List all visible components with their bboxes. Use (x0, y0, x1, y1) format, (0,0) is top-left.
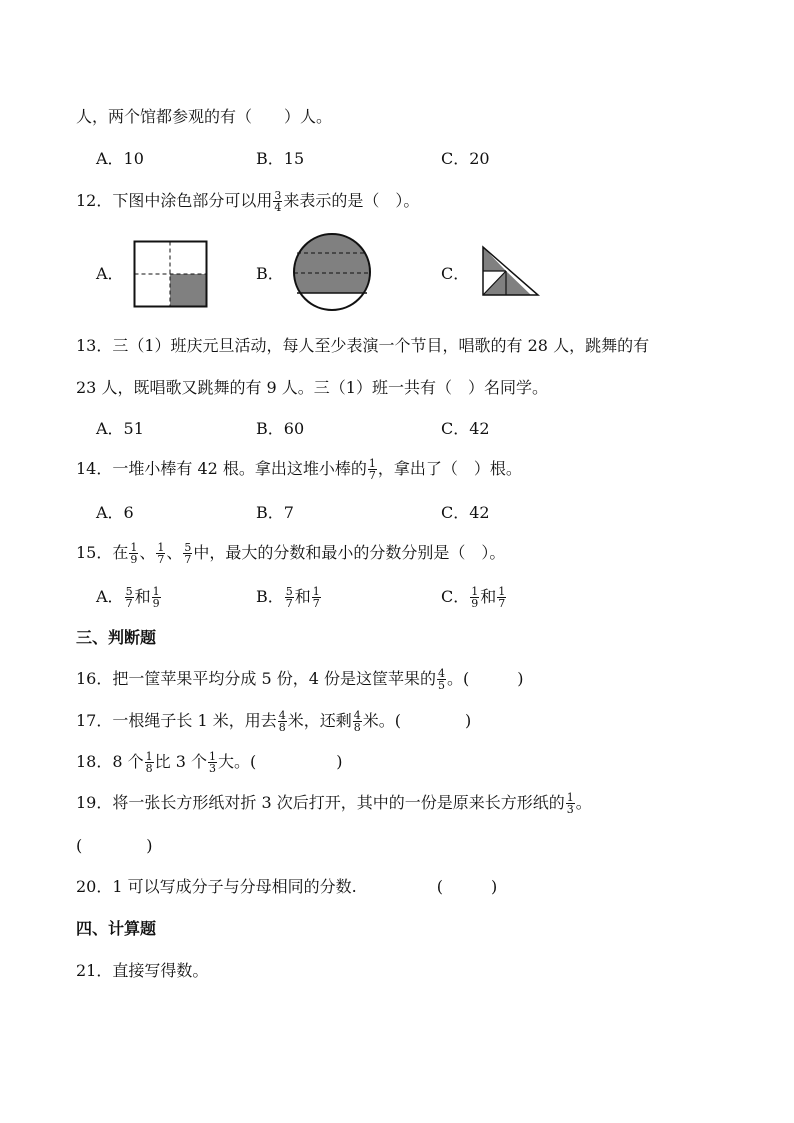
q18-statement: 18．8 个 $\frac{1}{8}$ 比 3 个 $\frac{1}{3}$ 大。( ) (76, 750, 343, 775)
q15-option-b: B． $\frac{5}{7}$ 和 $\frac{1}{7}$ (256, 585, 320, 610)
q13-line-2: 23 人，既唱歌又跳舞的有 9 人。三（1）班一共有（ ）名同学。 (76, 378, 548, 397)
q15-option-c: C． $\frac{1}{9}$ 和 $\frac{1}{7}$ (441, 585, 506, 610)
q11-option-a: A．10 (96, 149, 144, 168)
fraction: $\frac{3}{4}$ (274, 189, 282, 214)
q11-continuation: 人，两个馆都参观的有（ ）人。 (76, 107, 333, 126)
q17-statement: 17．一根绳子长 1 米，用去 $\frac{4}{8}$ 米，还剩 $\frac{4}{8}$ 米。( ) (76, 709, 472, 734)
q13-option-a: A．51 (96, 419, 144, 438)
q12-triangle-figure (480, 244, 542, 298)
q12-option-c-label: C． (441, 264, 470, 283)
q14-question: 14．一堆小棒有 42 根。拿出这堆小棒的 $\frac{1}{7}$ ，拿出了（ ）根。 (76, 457, 522, 482)
q11-option-c: C．20 (441, 149, 490, 168)
q13-option-c: C．42 (441, 419, 490, 438)
q13-option-b: B．60 (256, 419, 305, 438)
section-heading-judgment: 三、判断题 (76, 628, 157, 647)
q12-square-figure (133, 240, 209, 308)
fraction: $\frac{1}{7}$ (368, 457, 376, 482)
q19-statement: 19．将一张长方形纸对折 3 次后打开，其中的一份是原来长方形纸的 $\frac{1}{3}$ 。 (76, 791, 592, 816)
q14-option-c: C．42 (441, 503, 490, 522)
q14-option-b: B．7 (256, 503, 294, 522)
q13-line-1: 13．三（1）班庆元旦活动，每人至少表演一个节目，唱歌的有 28 人，跳舞的有 (76, 336, 650, 355)
q12-circle-figure (291, 232, 375, 312)
q16-statement: 16．把一筐苹果平均分成 5 份，4 份是这筐苹果的 $\frac{4}{5}$ 。( ) (76, 667, 524, 692)
q21-question: 21．直接写得数。 (76, 961, 209, 980)
fraction: $\frac{5}{7}$ (184, 541, 192, 566)
q14-option-a: A．6 (96, 503, 134, 522)
q19-answer-blank: ( ) (76, 836, 153, 855)
fraction: $\frac{1}{7}$ (157, 541, 165, 566)
q15-option-a: A． $\frac{5}{7}$ 和 $\frac{1}{9}$ (96, 585, 160, 610)
q12-option-a-label: A． (96, 264, 124, 283)
fraction: $\frac{1}{9}$ (130, 541, 138, 566)
q20-statement: 20．1 可以写成分子与分母相同的分数. ( ) (76, 877, 498, 896)
q12-question: 12．下图中涂色部分可以用 $\frac{3}{4}$ 来表示的是（ ）。 (76, 189, 420, 214)
q15-question: 15．在 $\frac{1}{9}$ 、 $\frac{1}{7}$ 、 $\frac{5}{7}$ 中，最大的分数和最小的分数分别是（ ）。 (76, 541, 506, 566)
q12-option-b-label: B． (256, 264, 284, 283)
q11-option-b: B．15 (256, 149, 305, 168)
section-heading-calculation: 四、计算题 (76, 919, 157, 938)
